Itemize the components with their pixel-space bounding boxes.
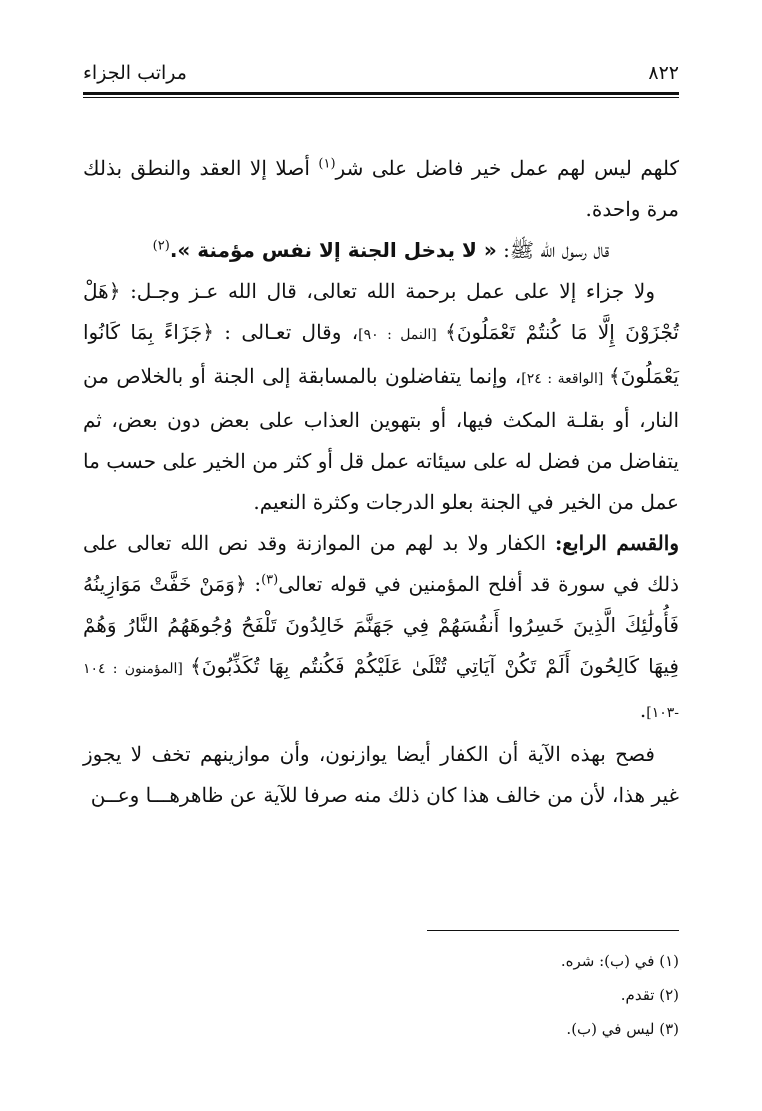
main-text xyxy=(83,148,679,816)
paragraph-3-lead: ولا جزاء إلا على عمل برحمة الله تعالى، قال الله عـز وجـل: xyxy=(120,279,655,303)
paragraph-3 xyxy=(83,271,679,523)
footnote-rule xyxy=(427,930,679,931)
footnote-marker-2: (٢) xyxy=(152,238,170,254)
paragraph-4 xyxy=(83,523,679,734)
verse-reference-2: [الواقعة : ٢٤] xyxy=(521,371,609,387)
hadith-intro: قال رسول الله ﷺ: xyxy=(496,238,610,262)
paragraph-5 xyxy=(83,734,679,816)
footnotes xyxy=(561,944,679,1046)
paragraph-1 xyxy=(83,148,679,230)
paragraph-3-rest: ، وإنما يتفاضلون بالمسابقة إلى الجنة أو بالخلاص من النار، أو بقلـة المكث فيها، أو بتهوين العذاب على بعض دون بعض، ثم يتفاضل من فضل له على سيئاته عمل قل أو كثر من الخير على حسب ما عمل من الخير في الجنة بعلو الدرجات وكثرة النعيم. xyxy=(83,364,679,514)
page-number: ٨٢٢ xyxy=(648,62,679,84)
section-heading: والقسم الرابع: xyxy=(555,531,679,555)
header-rule-thick xyxy=(83,92,679,95)
hadith-text: « لا يدخل الجنة إلا نفس مؤمنة ». xyxy=(169,238,497,262)
footnote-marker-1: (١) xyxy=(318,156,336,172)
quran-verse-3: ﴿وَمَنْ خَفَّتْ مَوَازِينُهُ فَأُولَٰئِكَ الَّذِينَ خَسِرُوا أَنفُسَهُمْ فِي جَهَنَّمَ خَالِدُونَ تَلْفَحُ وُجُوهَهُمُ النَّارُ وَهُمْ فِيهَا كَالِحُونَ أَلَمْ تَكُنْ آيَاتِي تُتْلَىٰ عَلَيْكُمْ فَكُنتُم بِهَا تُكَذِّبُونَ﴾ xyxy=(83,572,679,678)
header-rule-thin xyxy=(83,97,679,98)
running-title: مراتب الجزاء xyxy=(83,62,187,84)
quran-verse-1: ﴿هَلْ تُجْزَوْنَ إِلَّا مَا كُنتُمْ تَعْمَلُونَ﴾ xyxy=(83,279,679,344)
footnote-3: (٣) ليس في (ب). xyxy=(566,1020,679,1038)
footnote-marker-3: (٣) xyxy=(261,572,279,588)
paragraph-1-rest: أصلا إلا العقد والنطق بذلك مرة واحدة. xyxy=(83,156,679,221)
paragraph-1-text: كلهم ليس لهم عمل خير فاضل على شر xyxy=(335,156,679,180)
quran-verse-2: ﴿جَزَاءً بِمَا كَانُوا يَعْمَلُونَ﴾ xyxy=(83,320,679,388)
footnote-1: (١) في (ب): شره. xyxy=(560,952,679,970)
paragraph-4-lead: الكفار ولا بد لهم من الموازنة وقد نص الله تعالى على ذلك في سورة قد أفلح المؤمنين في قوله تعالى xyxy=(83,531,679,596)
verse-reference-3: [المؤمنون : ١٠٤ -١٠٣] xyxy=(83,661,679,721)
paragraph-5-text: فصح بهذه الآية أن الكفار أيضا يوازنون، وأن موازينهم تخف لا يجوز غير هذا، لأن من خالف هذا كان ذلك منه صرفا للآية عن ظاهرهـــا وعــن xyxy=(83,742,679,807)
paragraph-2 xyxy=(83,230,679,271)
page-header xyxy=(83,62,679,86)
verse-reference-1: [النمل : ٩٠] xyxy=(358,327,446,343)
paragraph-4-end: . xyxy=(639,698,647,722)
footnote-2: (٢) تقدم. xyxy=(620,986,679,1004)
paragraph-4-colon: : xyxy=(246,572,262,596)
paragraph-3-mid: ، وقال تعـالى : xyxy=(213,320,359,344)
